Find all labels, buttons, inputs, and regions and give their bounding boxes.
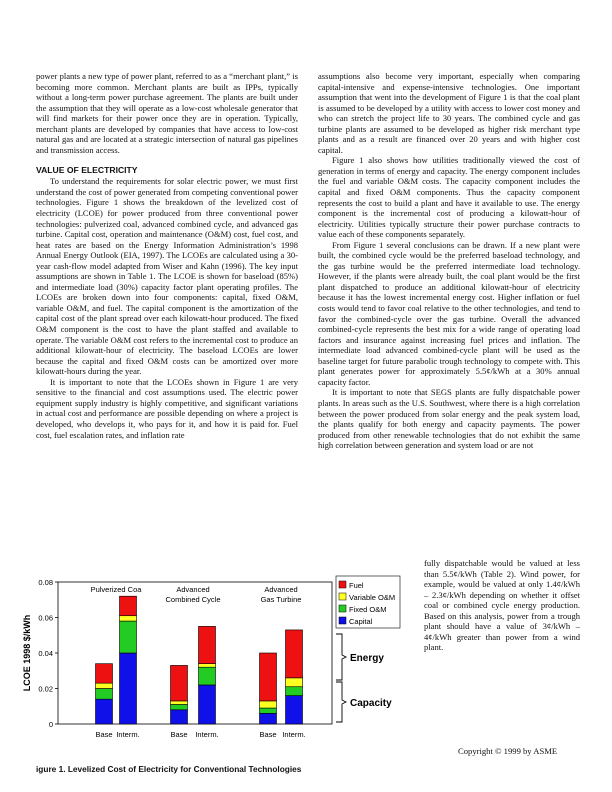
x-tick-label: Interm. — [116, 730, 140, 739]
y-tick-label: 0.08 — [38, 578, 53, 587]
y-tick-label: 0.02 — [38, 684, 53, 694]
group-label: Advanced — [264, 585, 298, 594]
bar-fuel — [199, 626, 216, 663]
bar-variable-o-m — [199, 664, 216, 668]
right-column — [318, 71, 580, 451]
legend-label: Variable O&M — [349, 593, 396, 602]
group-label: Pulverized Coa — [90, 585, 142, 594]
bar-variable-o-m — [260, 701, 277, 708]
paragraph: It is important to note that SEGS plants are fully dispatchable power plants. In areas such as the U.S. Southwest, where there is a high correlation between the power produced from solar energy and the peak system load, the plants qualify for both energy and capacity payments. The power produced from other renewable technologies that do not exhibit the same high correlation between generation and system load or are not — [318, 387, 580, 451]
x-tick-label: Interm. — [282, 730, 306, 739]
y-axis-label: LCOE 1998 $/kWh — [22, 614, 32, 692]
bar-fixed-o-m — [199, 667, 216, 685]
x-tick-label: Base — [170, 730, 188, 739]
bar-fuel — [171, 665, 188, 701]
lcoe-chart — [18, 570, 422, 748]
bar-fuel — [286, 630, 303, 678]
bar-fixed-o-m — [120, 621, 137, 653]
legend-swatch — [339, 605, 346, 612]
paragraph: assumptions also become very important, especially when comparing capital-intensive and expense-intensive technologies. One important assumption that went into the development of Figure 1 is that the coal plant is assumed to be developed by a utility with access to lower cost money and who can stretch the project life to 30 years. The combined cycle and gas turbine plants are assumed to be developed as higher risk merchant type plants and as a result are financed over 20 years and with higher cost capital. — [318, 71, 580, 155]
x-tick-label: Base — [259, 730, 277, 739]
bar-fixed-o-m — [171, 704, 188, 709]
legend-swatch — [339, 617, 346, 624]
x-tick-label: Interm. — [195, 730, 219, 739]
paragraph: Figure 1 also shows how utilities traditionally viewed the cost of generation in terms of energy and capacity. The energy component includes the fuel and variable O&M costs. The capacity component includes the capital and fixed O&M components. Thus the capacity component represents the cost to build a plant and have it available to use. The energy component is the incremental cost of producing a kilowatt-hour of electricity. Utilities typically structure their power purchase contracts to value each of these components separately. — [318, 155, 580, 240]
bar-variable-o-m — [286, 678, 303, 687]
bar-fuel — [120, 596, 137, 616]
capacity-annotation: Capacity — [350, 698, 392, 709]
bar-fuel — [96, 664, 113, 684]
bar-fixed-o-m — [286, 687, 303, 696]
bar-capital — [96, 699, 113, 724]
bar-variable-o-m — [171, 701, 188, 705]
legend-label: Capital — [349, 617, 373, 626]
bar-fuel — [260, 653, 277, 701]
energy-annotation: Energy — [350, 653, 384, 664]
legend-label: Fuel — [349, 581, 364, 590]
bar-variable-o-m — [120, 616, 137, 621]
capacity-brace — [336, 682, 346, 722]
paragraph: From Figure 1 several conclusions can be drawn. If a new plant were built, the combined cycle would be the preferred baseload technology, and the gas turbine would be the preferred intermediate load technology. However, if the plants were already built, the coal plant would be the first plant dispatched to produce an additional kilowatt-hour of electricity because it has the lowest incremental energy cost. Higher inflation or fuel costs would tend to favor coal relative to the other technologies, and tend to favor the combined-cycle over the gas turbine. Overall the advanced combined-cycle represents the best mix for a wide range of operating load factors and insurance against increasing fuel prices and inflation. The intermediate load advanced combined-cycle plant will be used as the baseline target for future parabolic trough technology to compete with. This plant generates power for approximately 5.5¢/kWh at a 30% annual capacity factor. — [318, 239, 580, 387]
group-label: Combined Cycle — [165, 595, 221, 604]
bar-capital — [260, 713, 277, 724]
bar-capital — [120, 653, 137, 724]
group-label: Gas Turbine — [260, 595, 302, 604]
legend-swatch — [339, 581, 346, 588]
legend-swatch — [339, 593, 346, 600]
wrap-paragraph-container — [424, 558, 580, 653]
group-label: Advanced — [176, 585, 210, 594]
figure-caption: igure 1. Levelized Cost of Electricity for Conventional Technologies — [36, 764, 302, 774]
bar-fixed-o-m — [96, 689, 113, 700]
bar-capital — [171, 710, 188, 724]
paragraph: To understand the requirements for solar electric power, we must first understand the cost of power generated from competing conventional power technologies. Figure 1 shows the breakdown of the levelized cost of electricity (LCOE) for power produced from three conventional power technologies: pulverized coal, advanced combined cycle, and advanced gas turbine. Capital cost, operation and maintenance (O&M) cost, fuel cost, and heat rates are based on the Energy Information Administration’s 1998 Annual Energy Outlook (EIA, 1997). The LCOEs are calculated using a 30-year cash-flow model adapted from Wiser and Kahn (1996). The key input assumptions are shown in Table 1. The LCOE is shown for baseload (85%) and intermediate load (30%) capacity factor plant operating profiles. The LCOEs are broken down into four components: capital, fixed O&M, variable O&M, and fuel. The capital component is the amortization of the capital cost of the plant spread over each kilowatt-hour produced. The fixed O&M component is the cost to have the plant staffed and available to operate. The variable O&M cost refers to the incremental cost to produce an additional kilowatt-hour of electricity. The baseload LCOEs are lower because the capital and fixed O&M costs can be amortized over more kilowatt-hours during the year. — [36, 176, 298, 377]
paragraph: It is important to note that the LCOEs shown in Figure 1 are very sensitive to the financial and cost assumptions used. The electric power equipment supply industry is highly competitive, and significant variations in actual cost and performance are possible depending on where a project is developed, who develops it, who pays for it, and how it is paid for. Fuel cost, fuel escalation rates, and inflation rate — [36, 376, 298, 440]
bar-fixed-o-m — [260, 708, 277, 713]
left-column — [36, 71, 298, 440]
y-tick-label: 0.06 — [38, 613, 53, 623]
x-tick-label: Base — [95, 730, 113, 739]
section-heading: VALUE OF ELECTRICITY — [36, 165, 138, 176]
energy-brace — [336, 634, 346, 680]
wrap-paragraph: fully dispatchable would be valued at less than 5.5¢/kWh (Table 2). Wind power, for example, would be valued at only 1.4¢/kWh – 2.3¢/kWh depending on whether it offset coal or combined cycle energy production. Based on this analysis, power from a trough plant should have a value of 3¢/kWh – 4¢/kWh greater than power from a wind plant. — [424, 558, 580, 653]
legend-label: Fixed O&M — [349, 605, 387, 614]
intro-paragraph: power plants a new type of power plant, referred to as a “merchant plant,” is becoming more common. Merchant plants are built as IPPs, typically without a long-term power purchase agreement. The plants are built under the assumption that they will operate as a low-cost wholesale generator that will find markets for their power once they are in operation. Typically, merchant plants are developed by companies that have access to low-cost natural gas and are located at a strategic intersection of natural gas pipelines and transmission access. — [36, 71, 298, 155]
y-tick-label: 0.04 — [38, 649, 53, 658]
y-tick-label: 0 — [48, 720, 53, 729]
bar-capital — [199, 685, 216, 724]
bar-variable-o-m — [96, 683, 113, 688]
copyright: Copyright © 1999 by ASME — [458, 746, 558, 756]
bar-capital — [286, 696, 303, 724]
